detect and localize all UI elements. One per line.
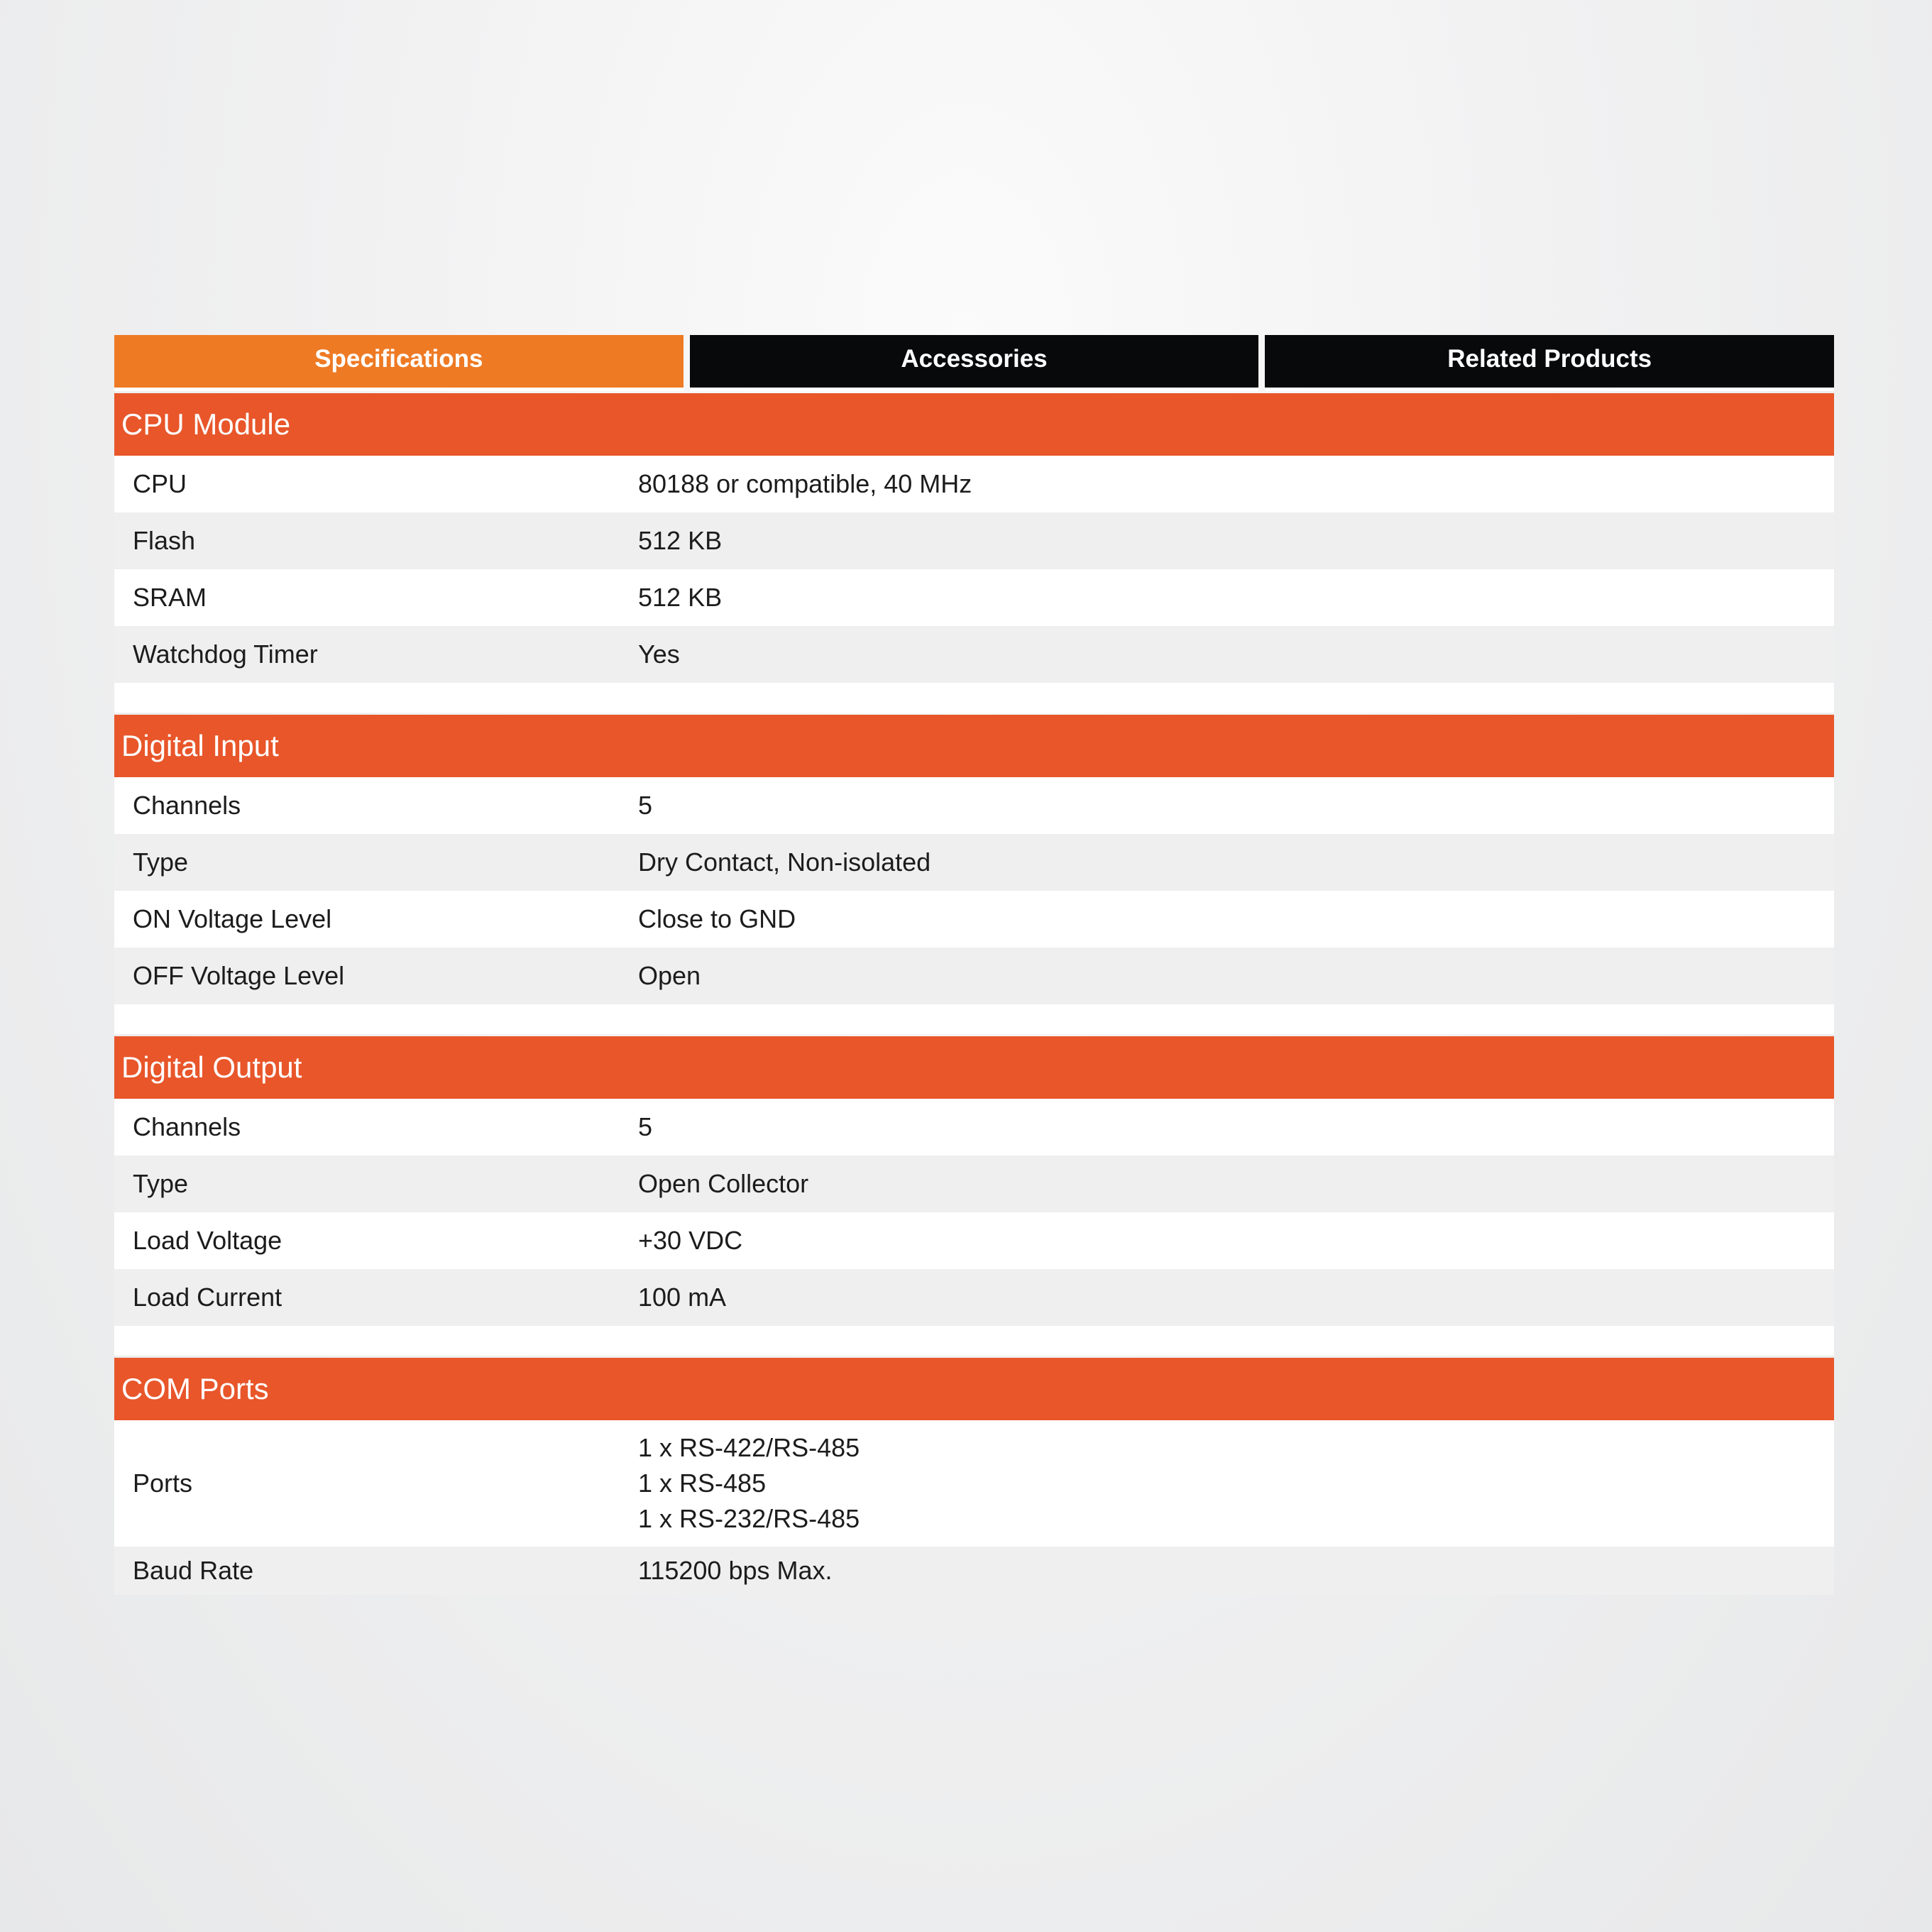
spec-rows (114, 1099, 1834, 1326)
spec-rows (114, 1420, 1834, 1595)
section-title: Digital Output (114, 1036, 1834, 1099)
section-digital-input (114, 715, 1834, 1034)
spec-label: OFF Voltage Level (133, 961, 345, 990)
spec-value: Close to GND (638, 904, 796, 933)
spec-row (114, 948, 1834, 1004)
spec-row (114, 512, 1834, 569)
spec-label: Load Current (133, 1283, 282, 1312)
spec-row (114, 569, 1834, 626)
section-title: CPU Module (114, 393, 1834, 456)
spec-value: Open (638, 961, 701, 990)
spec-value-line: 1 x RS-232/RS-485 (638, 1504, 860, 1533)
spec-label: Load Voltage (133, 1226, 282, 1255)
spec-label: Type (133, 1169, 189, 1198)
section-title: Digital Input (114, 715, 1834, 777)
spec-value-list (638, 1430, 1834, 1537)
spec-value: 5 (638, 791, 653, 820)
spec-rows (114, 456, 1834, 683)
spec-label: ON Voltage Level (133, 904, 332, 933)
spec-rows (114, 777, 1834, 1004)
spec-row (114, 1099, 1834, 1156)
spec-value: 512 KB (638, 583, 723, 612)
spec-label: SRAM (133, 583, 207, 612)
section-digital-output (114, 1036, 1834, 1356)
tab-bar (114, 335, 1834, 391)
spec-label: Baud Rate (133, 1556, 254, 1585)
spec-row (114, 834, 1834, 891)
spec-value: 80188 or compatible, 40 MHz (638, 469, 972, 498)
spec-label: Watchdog Timer (133, 640, 318, 669)
section-title: COM Ports (114, 1358, 1834, 1420)
spec-label: Type (133, 847, 189, 877)
section-spacer (114, 1004, 1834, 1034)
spec-value-line: 1 x RS-422/RS-485 (638, 1433, 860, 1462)
tab-specifications[interactable]: Specifications (114, 335, 684, 391)
spec-row (114, 456, 1834, 512)
spec-value: 512 KB (638, 526, 723, 555)
section-cpu-module (114, 393, 1834, 713)
spec-value: Dry Contact, Non-isolated (638, 847, 931, 877)
spec-value: 5 (638, 1112, 653, 1141)
spec-row (114, 891, 1834, 948)
spec-label: CPU (133, 469, 187, 498)
section-spacer (114, 1326, 1834, 1356)
spec-value: 115200 bps Max. (638, 1556, 833, 1585)
tab-accessories[interactable]: Accessories (690, 335, 1259, 391)
spec-row (114, 626, 1834, 683)
spec-value: Open Collector (638, 1169, 809, 1198)
spec-value-line: 1 x RS-485 (638, 1469, 767, 1498)
spec-panel (114, 335, 1834, 1595)
spec-row (114, 1269, 1834, 1326)
spec-value: Yes (638, 640, 680, 669)
spec-row (114, 1420, 1834, 1547)
section-spacer (114, 683, 1834, 713)
spec-value: 100 mA (638, 1283, 727, 1312)
spec-label: Channels (133, 791, 241, 820)
spec-value: +30 VDC (638, 1226, 743, 1255)
spec-label: Ports (133, 1469, 193, 1498)
spec-label: Channels (133, 1112, 241, 1141)
section-com-ports (114, 1358, 1834, 1595)
spec-row (114, 1547, 1834, 1595)
tab-related-products[interactable]: Related Products (1265, 335, 1834, 391)
spec-row (114, 777, 1834, 834)
spec-label: Flash (133, 526, 196, 555)
spec-row (114, 1212, 1834, 1269)
spec-row (114, 1156, 1834, 1212)
